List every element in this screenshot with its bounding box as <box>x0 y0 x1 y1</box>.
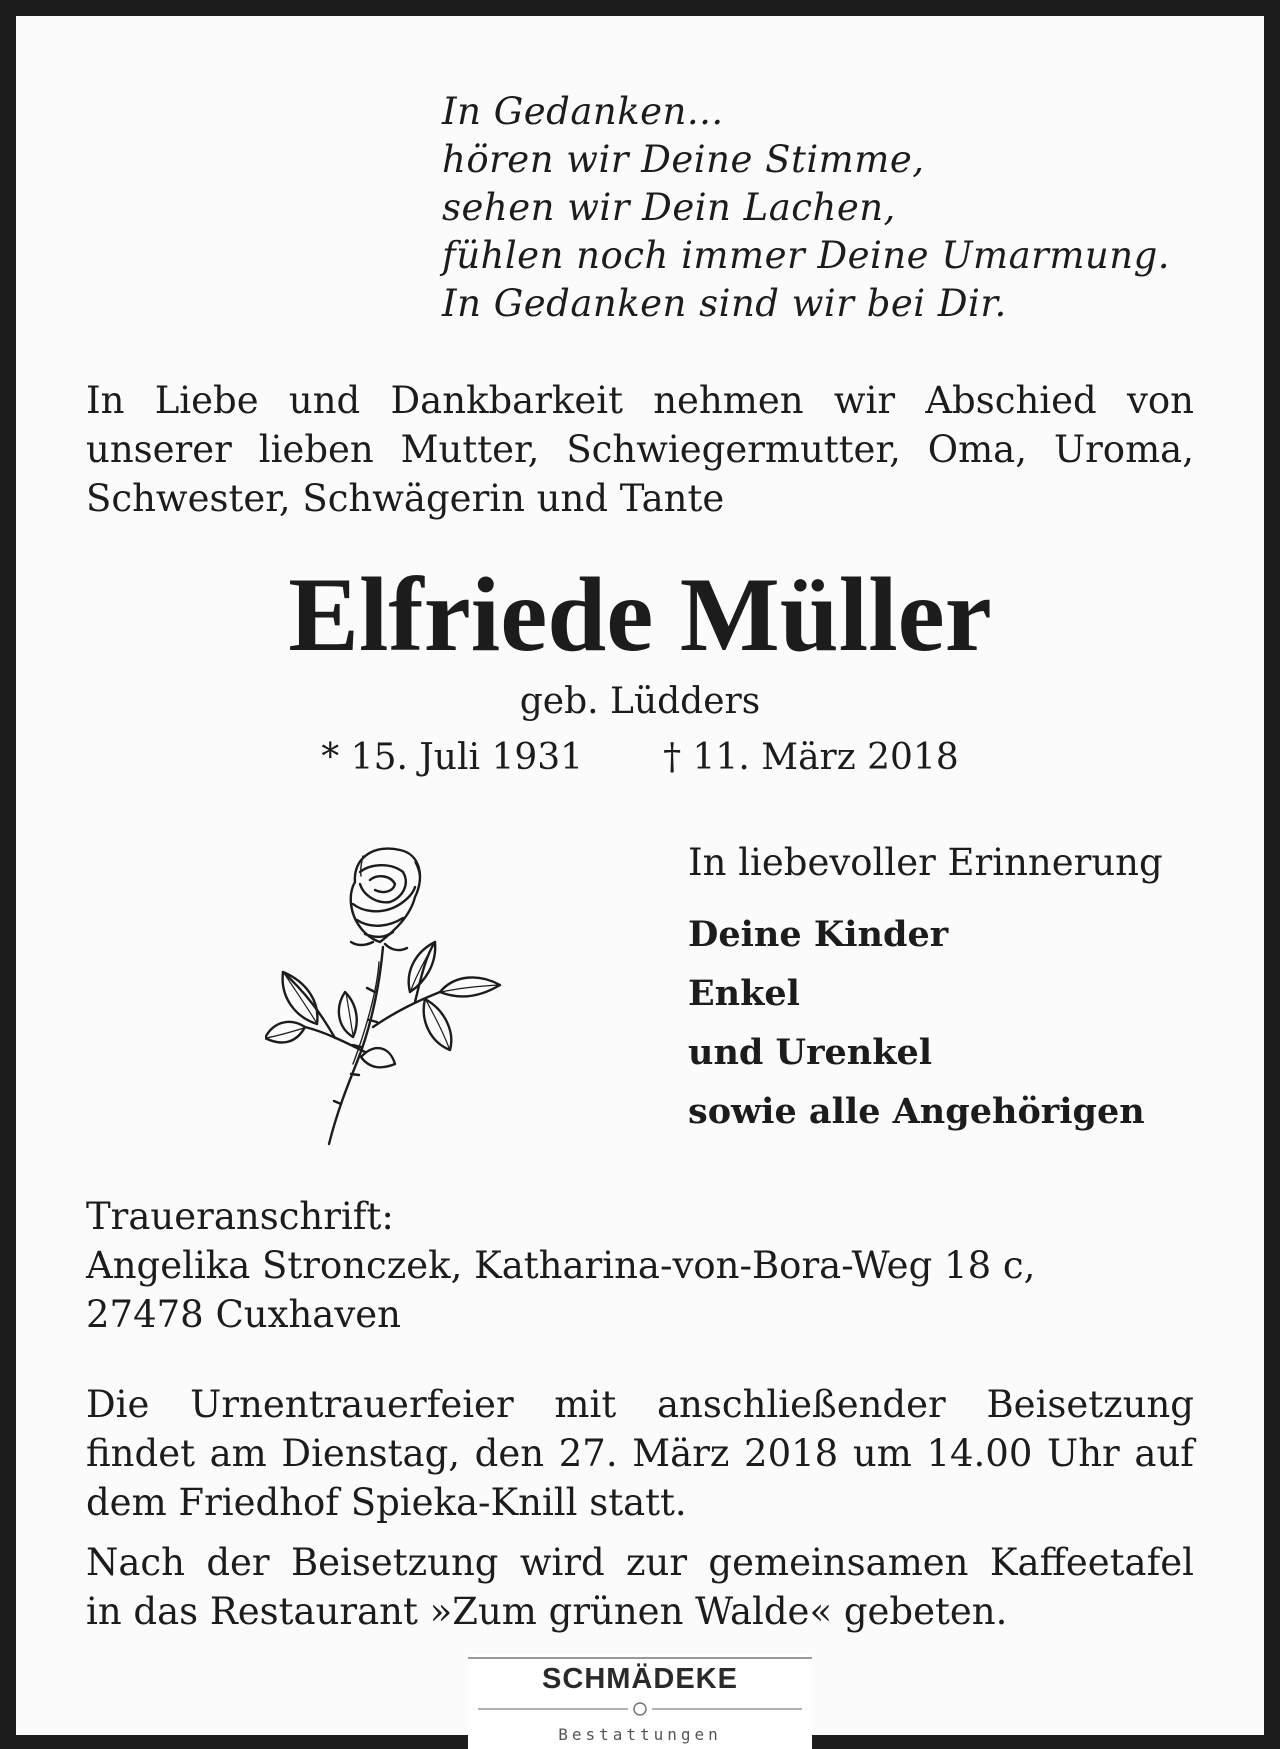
poem-line: hören wir Deine Stimme, <box>442 138 925 181</box>
logo-ornament-icon <box>468 1699 812 1719</box>
poem-line: fühlen noch immer Deine Umarmung. <box>442 234 1171 277</box>
address-label: Traueranschrift: <box>86 1195 394 1238</box>
logo-brand: SCHMÄDEKE <box>542 1663 738 1695</box>
ceremony-notice <box>86 1380 1194 1527</box>
poem-line: sehen wir Dein Lachen, <box>442 186 896 229</box>
deceased-name: Elfriede Müller <box>288 556 992 673</box>
coffee-notice <box>86 1538 1194 1636</box>
mourning-address <box>86 1192 1186 1339</box>
mourner-entry: Enkel <box>688 973 800 1014</box>
poem-line: In Gedanken sind wir bei Dir. <box>442 282 1007 325</box>
memorial-poem <box>442 88 1222 328</box>
maiden-name: geb. Lüdders <box>519 681 761 722</box>
mourner-entry: Deine Kinder <box>688 914 949 955</box>
farewell-line: unserer lieben Mutter, Schwiegermutter, Oma, Uroma, <box>86 428 1194 471</box>
address-line: 27478 Cuxhaven <box>86 1293 401 1336</box>
logo-subtitle: Bestattungen <box>558 1725 722 1744</box>
birth-date: * 15. Juli 1931 <box>321 737 584 778</box>
mourners-list <box>688 905 1208 1141</box>
death-date: † 11. März 2018 <box>663 737 959 778</box>
coffee-line: Nach der Beisetzung wird zur gemeinsamen Kaffeetafel <box>86 1541 1194 1584</box>
farewell-line: In Liebe und Dankbarkeit nehmen wir Abschied von <box>86 379 1194 422</box>
ceremony-line: Die Urnentrauerfeier mit anschließender Beisetzung <box>86 1383 1194 1426</box>
ceremony-line: dem Friedhof Spieka-Knill statt. <box>86 1481 687 1524</box>
mourner-entry: sowie alle Angehörigen <box>688 1091 1145 1132</box>
coffee-line: in das Restaurant »Zum grünen Walde« gebeten. <box>86 1590 1008 1633</box>
logo-top-rule <box>468 1657 812 1659</box>
address-line: Angelika Stronczek, Katharina-von-Bora-Weg 18 c, <box>86 1244 1036 1287</box>
funeral-home-logo <box>468 1655 812 1749</box>
rose-icon <box>265 842 515 1146</box>
memory-heading: In liebevoller Erinnerung <box>688 841 1163 884</box>
ceremony-line: findet am Dienstag, den 27. März 2018 um 14.00 Uhr auf <box>86 1432 1194 1475</box>
life-dates <box>0 735 1280 781</box>
farewell-text <box>86 376 1194 523</box>
mourner-entry: und Urenkel <box>688 1032 933 1073</box>
farewell-line: Schwester, Schwägerin und Tante <box>86 477 725 520</box>
poem-line: In Gedanken... <box>442 90 724 133</box>
